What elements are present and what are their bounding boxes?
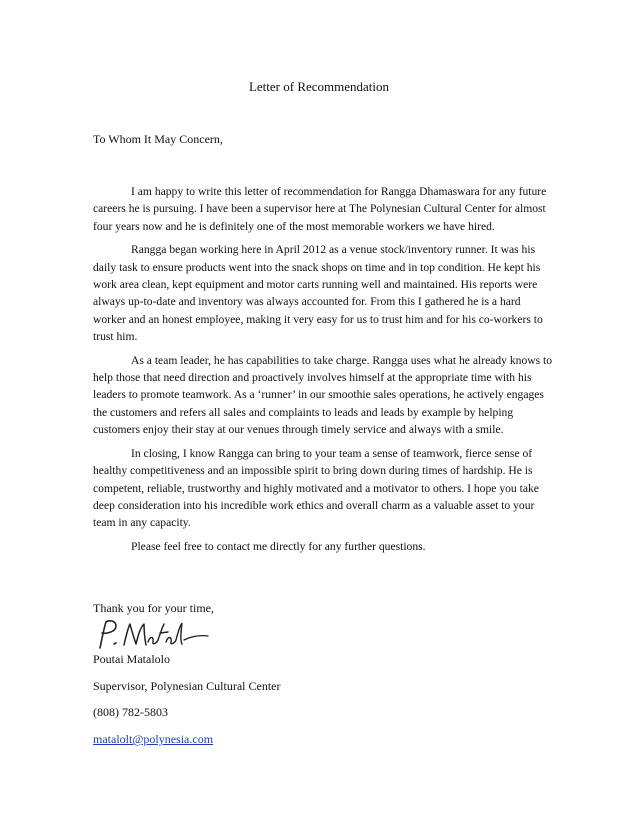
salutation: To Whom It May Concern, [93,132,223,146]
handwritten-signature [92,618,212,654]
paragraph-intro: I am happy to write this letter of recommendation for Rangga Dhamaswara for any future careers he is pursuing. I have been a supervisor here at The Polynesian Cultural Center for almost four years now and he is definitely one of the most memorable workers we have hired. [93,185,547,233]
paragraph-leadership: As a team leader, he has capabilities to take charge. Rangga uses what he already knows to help those that need direction and proactively involves himself at the appropriate time with his leaders to promote teamwork. As a ‘runner’ in our smoothie sales operations, he actively engages the customers and refers all sales and complaints to leads and leads by example by helping customers enjoy their stay at our venues through timely service and always with a smile. [93,353,553,437]
paragraph-conclusion: In closing, I know Rangga can bring to your team a sense of teamwork, fierce sense of healthy competitiveness and an impossible spirit to bring down during times of hardship. He is competent, reliable, trustworthy and highly motivated and a motivator to others. I hope you take deep consideration into his incredible work ethics and overall charm as a valuable asset to your team in any capacity. [93,446,539,530]
signer-title: Supervisor, Polynesian Cultural Center [93,679,281,693]
paragraph-contact: Please feel free to contact me directly for any further questions. [131,539,426,553]
signer-name: Poutai Matalolo [93,652,170,666]
signer-email-link[interactable]: matalolt@polynesia.com [93,732,214,746]
closing-line: Thank you for your time, [93,601,214,615]
paragraph-work-history: Rangga began working here in April 2012 as a venue stock/inventory runner. It was his daily task to ensure products went into the snack shops on time and in top condition. He kept his work area clean, kept equipment and motor carts running well and maintained. His reports were always up-to-date and inventory was always accounted for. From this I gathered he is a hard worker and an honest employee, making it very easy for us to trust him and for his co-workers to trust him. [93,243,543,344]
letter-title: Letter of Recommendation [248,79,390,94]
letter-body [93,183,553,561]
signer-phone: (808) 782-5803 [93,705,168,719]
